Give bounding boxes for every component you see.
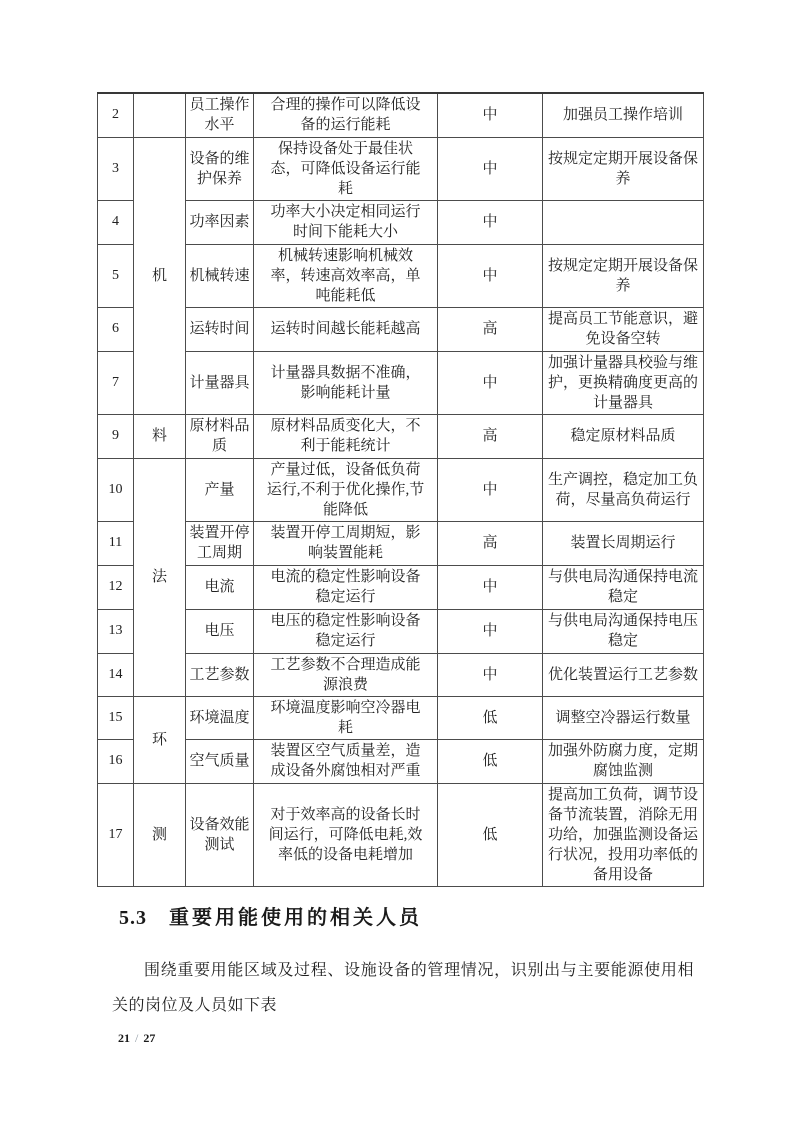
- cell-description: 工艺参数不合理造成能源浪费: [254, 653, 438, 696]
- energy-factors-table: [97, 92, 704, 887]
- table-row: [98, 307, 704, 351]
- page-number-total: 27: [143, 1031, 156, 1045]
- cell-description: 装置区空气质量差，造成设备外腐蚀相对严重: [254, 739, 438, 783]
- cell-level: 中: [438, 565, 543, 609]
- table-row: [98, 137, 704, 200]
- cell-category-measure: 测: [134, 783, 186, 886]
- cell-num: 14: [98, 653, 134, 696]
- cell-level: 中: [438, 93, 543, 137]
- table-row: [98, 653, 704, 696]
- cell-num: 4: [98, 200, 134, 244]
- cell-factor: 环境温度: [186, 696, 254, 739]
- table-row: [98, 696, 704, 739]
- cell-factor: 原材料品质: [186, 414, 254, 458]
- cell-description: 电压的稳定性影响设备稳定运行: [254, 609, 438, 653]
- cell-description: 对于效率高的设备长时间运行，可降低电耗,效率低的设备电耗增加: [254, 783, 438, 886]
- cell-measure: 按规定定期开展设备保养: [543, 244, 704, 307]
- cell-level: 高: [438, 414, 543, 458]
- table-row: [98, 414, 704, 458]
- cell-num: 10: [98, 458, 134, 521]
- table-row: [98, 458, 704, 521]
- cell-measure: [543, 200, 704, 244]
- cell-level: 低: [438, 696, 543, 739]
- table-row: [98, 565, 704, 609]
- table-row: [98, 351, 704, 414]
- cell-measure: 加强员工操作培训: [543, 93, 704, 137]
- cell-num: 6: [98, 307, 134, 351]
- cell-description: 电流的稳定性影响设备稳定运行: [254, 565, 438, 609]
- cell-factor: 员工操作水平: [186, 93, 254, 137]
- cell-factor: 计量器具: [186, 351, 254, 414]
- cell-factor: 产量: [186, 458, 254, 521]
- page-number-current: 21: [118, 1031, 130, 1045]
- cell-num: 17: [98, 783, 134, 886]
- section-paragraph: 围绕重要用能区域及过程、设施设备的管理情况，识别出与主要能源使用相关的岗位及人员如下表: [112, 962, 694, 1014]
- cell-measure: 与供电局沟通保持电压稳定: [543, 609, 704, 653]
- cell-description: 环境温度影响空冷器电耗: [254, 696, 438, 739]
- cell-num: 5: [98, 244, 134, 307]
- table-row: [98, 244, 704, 307]
- cell-num: 15: [98, 696, 134, 739]
- page-number-separator: /: [135, 1031, 139, 1045]
- cell-measure: 稳定原材料品质: [543, 414, 704, 458]
- cell-description: 计量器具数据不准确，影响能耗计量: [254, 351, 438, 414]
- cell-category-material: 料: [134, 414, 186, 458]
- cell-measure: 与供电局沟通保持电流稳定: [543, 565, 704, 609]
- cell-num: 16: [98, 739, 134, 783]
- cell-factor: 工艺参数: [186, 653, 254, 696]
- cell-num: 2: [98, 93, 134, 137]
- table-row: [98, 609, 704, 653]
- cell-factor: 设备的维护保养: [186, 137, 254, 200]
- cell-factor: 功率因素: [186, 200, 254, 244]
- cell-description: 合理的操作可以降低设备的运行能耗: [254, 93, 438, 137]
- table-row: [98, 200, 704, 244]
- cell-level: 中: [438, 458, 543, 521]
- cell-description: 保持设备处于最佳状态，可降低设备运行能耗: [254, 137, 438, 200]
- cell-factor: 机械转速: [186, 244, 254, 307]
- page-number: [118, 1031, 155, 1046]
- cell-measure: 按规定定期开展设备保养: [543, 137, 704, 200]
- cell-num: 13: [98, 609, 134, 653]
- cell-measure: 调整空冷器运行数量: [543, 696, 704, 739]
- cell-factor: 空气质量: [186, 739, 254, 783]
- cell-level: 中: [438, 351, 543, 414]
- cell-measure: 加强计量器具校验与维护，更换精确度更高的计量器具: [543, 351, 704, 414]
- cell-level: 中: [438, 653, 543, 696]
- cell-description: 功率大小决定相同运行时间下能耗大小: [254, 200, 438, 244]
- section-heading: [119, 901, 422, 930]
- cell-level: 低: [438, 783, 543, 886]
- table-row: [98, 521, 704, 565]
- cell-category: [134, 93, 186, 137]
- cell-description: 机械转速影响机械效率，转速高效率高，单吨能耗低: [254, 244, 438, 307]
- cell-description: 产量过低，设备低负荷运行,不利于优化操作,节能降低: [254, 458, 438, 521]
- cell-num: 11: [98, 521, 134, 565]
- table-row: [98, 93, 704, 137]
- cell-factor: 装置开停工周期: [186, 521, 254, 565]
- cell-measure: 提高员工节能意识，避免设备空转: [543, 307, 704, 351]
- cell-measure: 加强外防腐力度，定期腐蚀监测: [543, 739, 704, 783]
- cell-num: 7: [98, 351, 134, 414]
- cell-factor: 电流: [186, 565, 254, 609]
- cell-num: 12: [98, 565, 134, 609]
- cell-num: 9: [98, 414, 134, 458]
- cell-measure: 优化装置运行工艺参数: [543, 653, 704, 696]
- cell-description: 运转时间越长能耗越高: [254, 307, 438, 351]
- cell-description: 原材料品质变化大，不利于能耗统计: [254, 414, 438, 458]
- cell-num: 3: [98, 137, 134, 200]
- cell-level: 低: [438, 739, 543, 783]
- cell-measure: 提高加工负荷，调节设备节流装置，消除无用功给，加强监测设备运行状况，投用功率低的备用设备: [543, 783, 704, 886]
- cell-category-method: 法: [134, 458, 186, 696]
- cell-measure: 生产调控，稳定加工负荷，尽量高负荷运行: [543, 458, 704, 521]
- cell-measure: 装置长周期运行: [543, 521, 704, 565]
- cell-factor: 运转时间: [186, 307, 254, 351]
- cell-level: 中: [438, 244, 543, 307]
- cell-level: 高: [438, 521, 543, 565]
- cell-description: 装置开停工周期短，影响装置能耗: [254, 521, 438, 565]
- section-number: 5.3: [119, 907, 147, 929]
- cell-factor: 电压: [186, 609, 254, 653]
- cell-level: 中: [438, 200, 543, 244]
- cell-level: 中: [438, 609, 543, 653]
- cell-category-environment: 环: [134, 696, 186, 783]
- cell-level: 高: [438, 307, 543, 351]
- section-title: 重要用能使用的相关人员: [169, 907, 422, 929]
- cell-category-machine: 机: [134, 137, 186, 414]
- cell-level: 中: [438, 137, 543, 200]
- table-row: [98, 783, 704, 886]
- table-row: [98, 739, 704, 783]
- cell-factor: 设备效能测试: [186, 783, 254, 886]
